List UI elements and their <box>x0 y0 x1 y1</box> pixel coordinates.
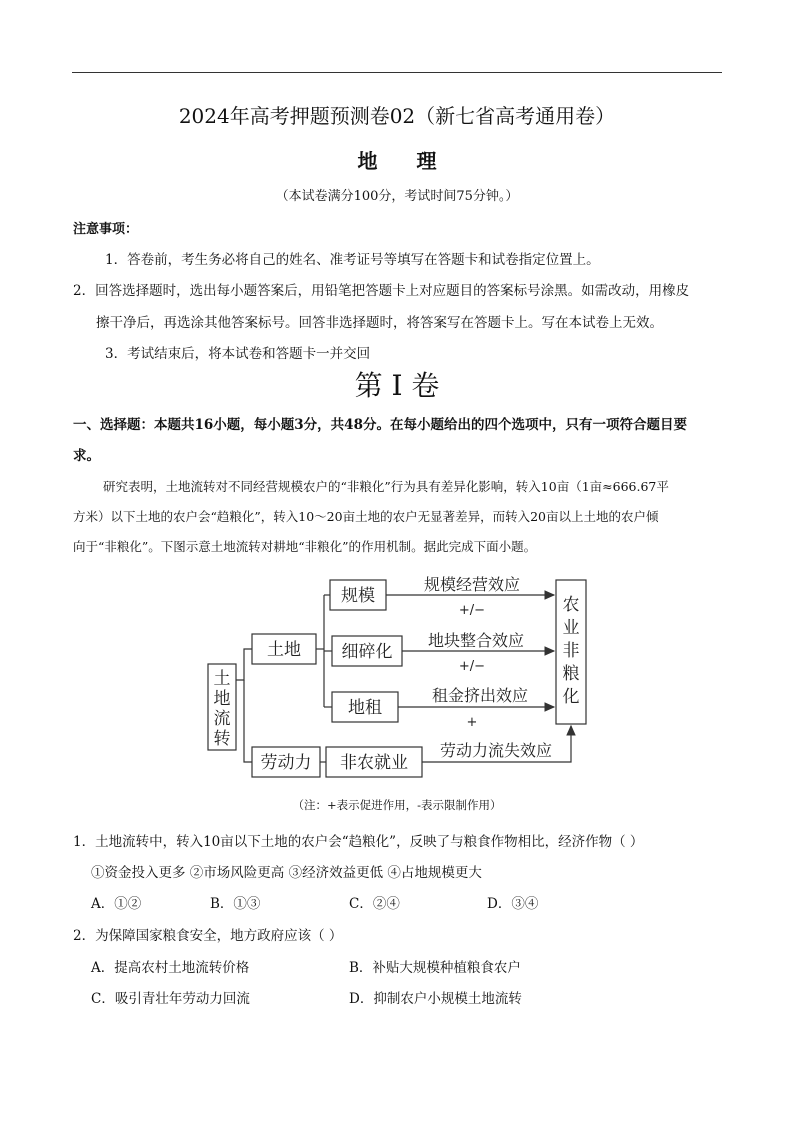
root-char-3: 流 <box>213 709 231 729</box>
note-item-3: 3．考试结束后，将本试卷和答题卡一并交回 <box>105 346 371 362</box>
result-char-2: 业 <box>562 618 580 638</box>
note-item-2: 2．回答选择题时，选出每小题答案后，用铅笔把答题卡上对应题目的答案标号涂黑。如需改动，用橡皮 <box>73 283 690 299</box>
exam-title: 2024年高考押题预测卷02（新七省高考通用卷） <box>178 104 616 128</box>
land-label: 土地 <box>267 640 301 660</box>
question-1-option-a[interactable]: A．①② <box>91 896 142 912</box>
exam-info: （本试卷满分100分，考试时间75分钟。） <box>275 189 519 204</box>
question-2-option-c[interactable]: C．吸引青壮年劳动力回流 <box>91 991 250 1007</box>
sign-scale: +/− <box>458 603 486 618</box>
sign-rent: + <box>466 715 478 730</box>
question-1-statements: ①资金投入更多 ②市场风险更高 ③经济效益更低 ④占地规模更大 <box>91 865 482 881</box>
nonfarm-label: 非农就业 <box>340 753 408 773</box>
notes-heading: 注意事项： <box>73 222 139 237</box>
passage-line-2: 方米）以下土地的农户会“趋粮化”，转入10～20亩土地的农户无显著差异，而转入20亩以上土地的农户倾 <box>73 509 659 524</box>
rent-label: 地租 <box>348 698 382 718</box>
effect-rent-label: 租金挤出效应 <box>431 686 529 705</box>
mechanism-diagram <box>200 572 590 782</box>
subject-title: 地 理 <box>357 149 453 173</box>
result-char-3: 非 <box>562 641 580 661</box>
question-1-option-b[interactable]: B．①③ <box>210 896 261 912</box>
question-2-option-b[interactable]: B．补贴大规模种植粮食农户 <box>349 960 521 976</box>
question-2-option-d[interactable]: D．抑制农户小规模土地流转 <box>349 991 522 1007</box>
question-1-option-d[interactable]: D．③④ <box>487 896 539 912</box>
header-rule <box>72 72 722 73</box>
root-char-4: 转 <box>213 729 231 749</box>
section-instruction-cont: 求。 <box>73 448 100 464</box>
labor-label: 劳动力 <box>260 753 312 773</box>
note-item-1: 1．答卷前，考生务必将自己的姓名、准考证号等填写在答题卡和试卷指定位置上。 <box>105 252 600 268</box>
effect-labor-label: 劳动力流失效应 <box>439 741 553 760</box>
question-1-option-c[interactable]: C．②④ <box>349 896 400 912</box>
passage-line-3: 向于“非粮化”。下图示意土地流转对耕地“非粮化”的作用机制。据此完成下面小题。 <box>73 539 537 554</box>
question-1-stem: 1．土地流转中，转入10亩以下土地的农户会“趋粮化”，反映了与粮食作物相比，经济作物（ ） <box>73 834 644 850</box>
question-2-option-a[interactable]: A．提高农村土地流转价格 <box>91 960 250 976</box>
section-title: 第 I 卷 <box>354 369 440 402</box>
question-2-stem: 2．为保障国家粮食安全，地方政府应该（ ） <box>73 928 343 944</box>
passage-line-1: 研究表明，土地流转对不同经营规模农户的“非粮化”行为具有差异化影响，转入10亩（1亩≈666.67平 <box>103 479 669 494</box>
result-char-1: 农 <box>562 595 580 615</box>
scale-label: 规模 <box>341 586 375 606</box>
fragment-label: 细碎化 <box>341 642 393 662</box>
result-char-4: 粮 <box>562 664 580 684</box>
root-char-1: 土 <box>213 669 231 689</box>
section-instruction: 一、选择题：本题共16小题，每小题3分，共48分。在每小题给出的四个选项中，只有一项符合题目要 <box>73 417 687 433</box>
root-char-2: 地 <box>213 689 231 709</box>
effect-fragment-label: 地块整合效应 <box>427 631 525 650</box>
effect-scale-label: 规模经营效应 <box>423 575 521 594</box>
sign-fragment: +/− <box>458 659 486 674</box>
note-item-2-cont: 擦干净后，再选涂其他答案标号。回答非选择题时，将答案写在答题卡上。写在本试卷上无效。 <box>96 315 663 331</box>
result-char-5: 化 <box>562 687 580 707</box>
diagram-caption: （注：+表示促进作用，-表示限制作用） <box>292 798 502 812</box>
